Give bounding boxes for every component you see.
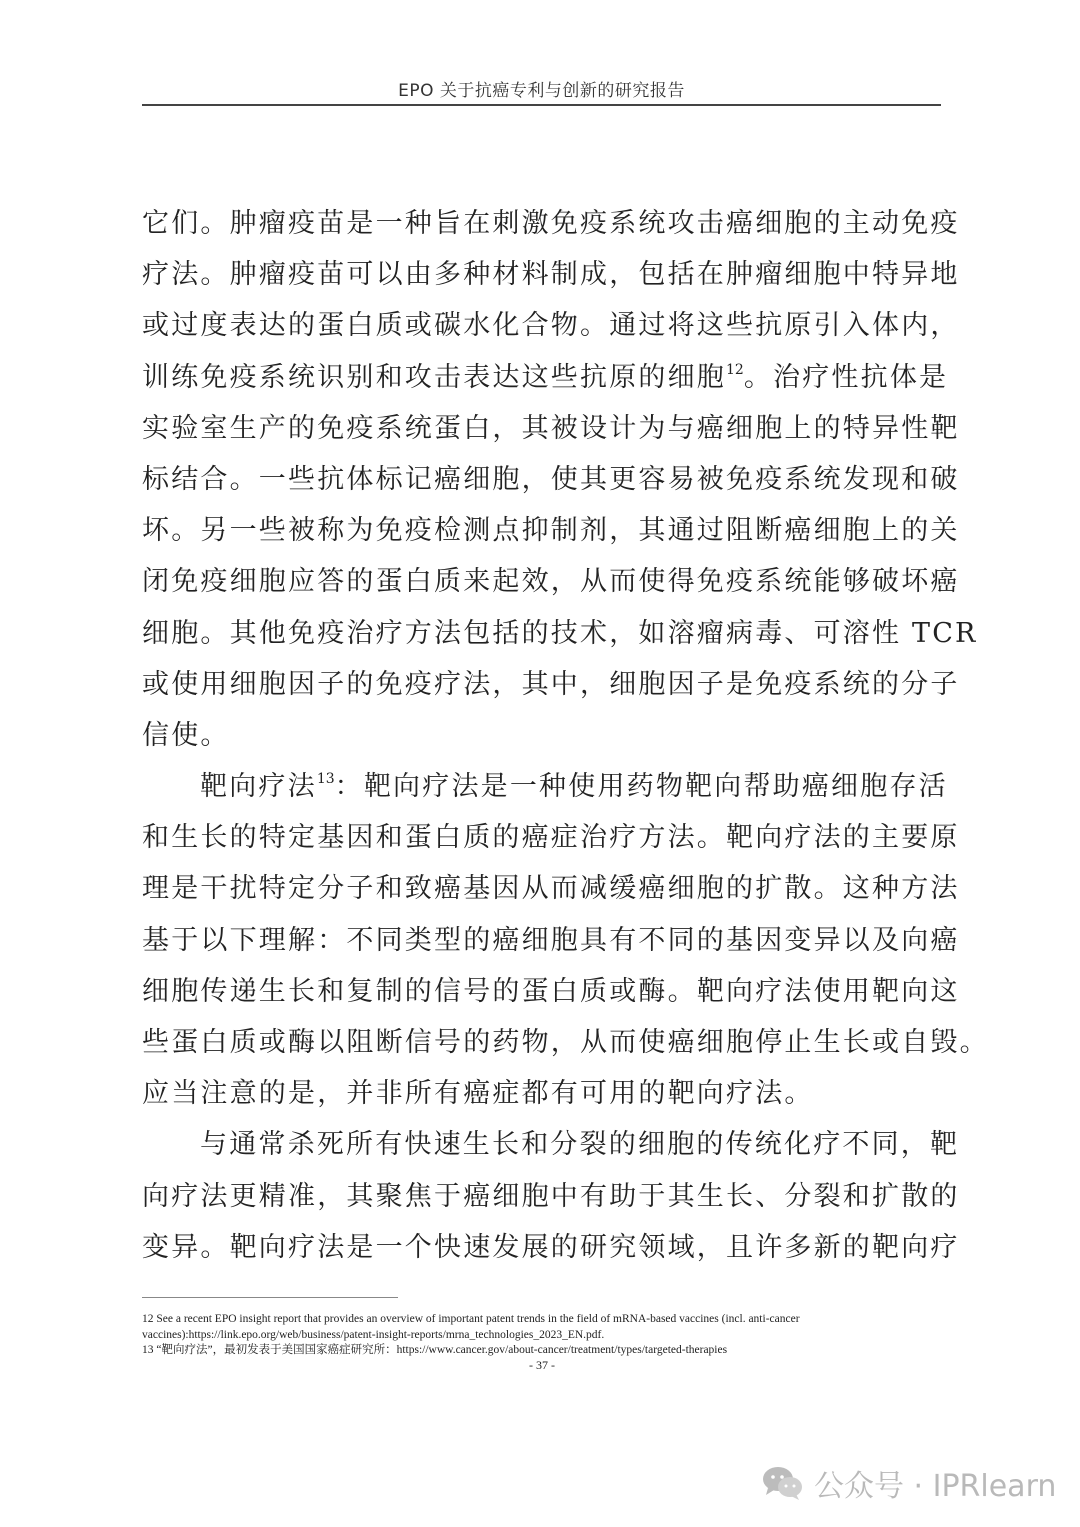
text-line: 变异。靶向疗法是一个快速发展的研究领域，且许多新的靶向疗: [142, 1231, 960, 1263]
text-line: 实验室生产的免疫系统蛋白，其被设计为与癌细胞上的特异性靶: [142, 412, 960, 444]
text-line: 疗法。肿瘤疫苗可以由多种材料制成，包括在肿瘤细胞中特异地: [142, 259, 960, 291]
body-text: [142, 198, 989, 1273]
text-run: 。治疗性抗体是: [743, 361, 949, 393]
text-line: 坏。另一些被称为免疫检测点抑制剂，其通过阻断癌细胞上的关: [142, 515, 960, 547]
footnote-12[interactable]: 12 See a recent EPO insight report that provides an overview of important patent trends in the field of mRNA-based vaccines (incl. anti-cancer: [142, 1313, 800, 1325]
text-line: 标结合。一些抗体标记癌细胞，使其更容易被免疫系统发现和破: [142, 463, 960, 495]
text-line: 它们。肿瘤疫苗是一种旨在刺激免疫系统攻击癌细胞的主动免疫: [142, 208, 960, 239]
watermark-text: 公众号 · IPRlearn: [814, 1469, 1057, 1504]
text-line: 些蛋白质或酶以阻断信号的药物，从而使癌细胞停止生长或自毁。: [142, 1027, 989, 1058]
page-number: - 37 -: [529, 1358, 555, 1372]
footnote-12-continued[interactable]: vaccines):https://link.epo.org/web/business/patent-insight-reports/mrna_technologies_2023_EN.pdf.: [142, 1328, 605, 1341]
text-line: 或使用细胞因子的免疫疗法，其中，细胞因子是免疫系统的分子: [142, 668, 960, 700]
text-line: 或过度表达的蛋白质或碳水化合物。通过将这些抗原引入体内，: [142, 310, 960, 342]
header-rule: [142, 104, 941, 106]
footnote-ref-13[interactable]: 13: [316, 771, 335, 788]
text-line: [142, 352, 949, 403]
text-line: [142, 761, 948, 812]
text-line: 闭免疫细胞应答的蛋白质来起效，从而使得免疫系统能够破坏癌: [142, 566, 960, 598]
footnote-rule: [142, 1297, 398, 1298]
text-line: 与通常杀死所有快速生长和分裂的细胞的传统化疗不同，靶: [200, 1129, 960, 1161]
text-line: 向疗法更精准，其聚焦于癌细胞中有助于其生长、分裂和扩散的: [142, 1180, 960, 1212]
running-header: EPO 关于抗癌专利与创新的研究报告: [398, 81, 685, 101]
text-line: 细胞传递生长和复制的信号的蛋白质或酶。靶向疗法使用靶向这: [142, 975, 960, 1007]
text-line: 应当注意的是，并非所有癌症都有可用的靶向疗法。: [142, 1078, 814, 1110]
text-line: 基于以下理解：不同类型的癌细胞具有不同的基因变异以及向癌: [142, 924, 960, 956]
text-line: 理是干扰特定分子和致癌基因从而减缓癌细胞的扩散。这种方法: [142, 873, 960, 905]
text-line: 和生长的特定基因和蛋白质的癌症治疗方法。靶向疗法的主要原: [142, 822, 960, 854]
footnote-13[interactable]: 13 “靶向疗法”，最初发表于美国国家癌症研究所：https://www.cancer.gov/about-cancer/treatment/types/targeted-therapies: [142, 1344, 728, 1356]
text-run: ：靶向疗法是一种使用药物靶向帮助癌细胞存活: [334, 771, 948, 803]
text-run: 靶向疗法: [200, 771, 317, 803]
text-line: 信使。: [142, 719, 230, 751]
footnotes: [142, 1312, 942, 1359]
wechat-icon: [760, 1463, 806, 1503]
text-line: 细胞。其他免疫治疗方法包括的技术，如溶瘤病毒、可溶性 TCR: [142, 617, 978, 649]
footnote-ref-12[interactable]: 12: [726, 361, 744, 378]
text-run: 训练免疫系统识别和攻击表达这些抗原的细胞: [142, 361, 726, 393]
watermark: [760, 1458, 1056, 1508]
